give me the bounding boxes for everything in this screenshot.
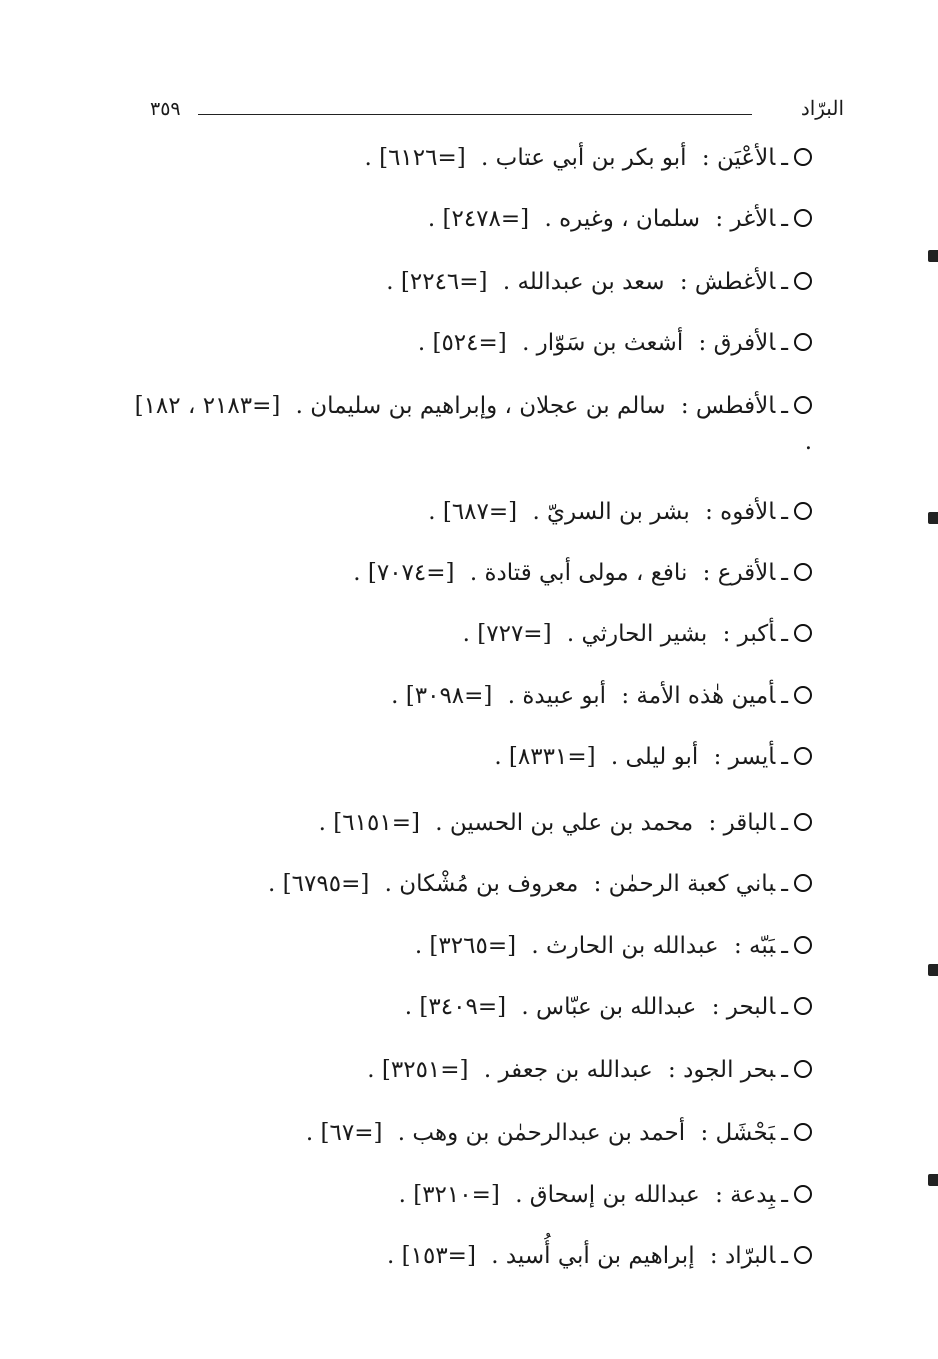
circle-bullet-icon [794, 563, 812, 581]
entry-name: أمين هٰذه الأمة : [621, 683, 776, 709]
entry-name: الأغطش : [679, 269, 776, 295]
entry: ـالبحر : عبدالله بن عبّاس . [=٣٤٠٩] . [405, 991, 812, 1023]
entry-ref: [=٧٢٧] . [462, 621, 552, 647]
entry-desc: محمد بن علي بن الحسين . [435, 810, 694, 836]
entry-name: الأفرق : [698, 330, 776, 356]
circle-bullet-icon [794, 209, 812, 227]
entry-ref: [=١٥٣] . [387, 1243, 476, 1269]
circle-bullet-icon [794, 624, 812, 642]
entry-desc: أشعث بن سَوّار . [522, 330, 684, 356]
entry-ref: [=٦١٥١] . [318, 810, 420, 836]
entry: ـالبرّاد : إبراهيم بن أبي أُسيد . [=١٥٣] . [387, 1240, 812, 1272]
header-rule [198, 114, 752, 115]
entry-desc: عبدالله بن عبّاس . [521, 994, 697, 1020]
entry-name: بَبّه : [733, 933, 776, 959]
entry-name: أيسر : [713, 744, 776, 770]
entry-ref: [=٢٤٧٨] . [427, 206, 530, 232]
entry: ـالأفوه : بشر بن السريّ . [=٦٨٧] . [428, 496, 812, 528]
entry-ref: [=٧٠٧٤] . [353, 560, 455, 586]
entry-desc: أبو بكر بن أبي عتاب . [481, 145, 687, 171]
entry-desc: سلمان ، وغيره . [544, 206, 701, 232]
circle-bullet-icon [794, 1123, 812, 1141]
entry-desc: معروف بن مُشْكان . [384, 871, 579, 897]
circle-bullet-icon [794, 686, 812, 704]
circle-bullet-icon [794, 936, 812, 954]
entry-name: بَحْشَل : [700, 1120, 776, 1146]
entry-name: باني كعبة الرحمٰن : [593, 871, 776, 897]
running-header [150, 98, 844, 122]
entry-ref: [=٣٢٥١] . [367, 1057, 469, 1083]
circle-bullet-icon [794, 1060, 812, 1078]
entry: ـالأعْيَن : أبو بكر بن أبي عتاب . [=٦١٢٦] . [364, 142, 812, 174]
entry-name: الأفطس : [680, 393, 776, 419]
entry-name: بِدعة : [715, 1182, 776, 1208]
entry-ref: [=٦٧] . [305, 1120, 383, 1146]
entry-ref: [=٢١٨٣ ، ١٨٢] . [134, 393, 812, 455]
entry-desc: إبراهيم بن أبي أُسيد . [491, 1243, 695, 1269]
entry-desc: أبو عبيدة . [507, 683, 607, 709]
circle-bullet-icon [794, 502, 812, 520]
entry-desc: بشر بن السريّ . [532, 499, 690, 525]
circle-bullet-icon [794, 747, 812, 765]
entry-ref: [=٨٣٣١] . [494, 744, 596, 770]
entry-desc: بشير الحارثي . [566, 621, 708, 647]
entry: ـأيسر : أبو ليلى . [=٨٣٣١] . [494, 741, 812, 773]
entry-name: البرّاد : [709, 1243, 776, 1269]
entry-ref: [=٥٢٤] . [417, 330, 507, 356]
running-title: البرّاد [800, 96, 844, 120]
circle-bullet-icon [794, 272, 812, 290]
entry: ـبِدعة : عبدالله بن إسحاق . [=٣٢١٠] . [399, 1179, 812, 1211]
entry-name: البحر : [711, 994, 776, 1020]
entry-desc: أبو ليلى . [610, 744, 699, 770]
entry: ـبَبّه : عبدالله بن الحارث . [=٣٢٦٥] . [415, 930, 812, 962]
entry: ـالأفطس : سالم بن عجلان ، وإبراهيم بن سليمان . [=٢١٨٣ ، ١٨٢] . [134, 393, 812, 455]
entry-name: الأغر : [715, 206, 776, 232]
entry: ـبحر الجود : عبدالله بن جعفر . [=٣٢٥١] . [367, 1054, 812, 1086]
page-number: ٣٥٩ [150, 98, 181, 120]
entry-desc: نافع ، مولى أبي قتادة . [469, 560, 688, 586]
circle-bullet-icon [794, 1185, 812, 1203]
circle-bullet-icon [794, 874, 812, 892]
entry-desc: عبدالله بن إسحاق . [515, 1182, 700, 1208]
circle-bullet-icon [794, 997, 812, 1015]
margin-tab-mark [928, 964, 938, 976]
circle-bullet-icon [794, 396, 812, 414]
entry-desc: عبدالله بن جعفر . [483, 1057, 653, 1083]
circle-bullet-icon [794, 813, 812, 831]
entry-name: بحر الجود : [668, 1057, 776, 1083]
entry-ref: [=٣٤٠٩] . [404, 994, 507, 1020]
entry-ref: [=٣٢١٠] . [398, 1182, 500, 1208]
entry-ref: [=٣٢٦٥] . [414, 933, 517, 959]
entry-desc: أحمد بن عبدالرحمٰن بن وهب . [397, 1120, 686, 1146]
entry: ـأمين هٰذه الأمة : أبو عبيدة . [=٣٠٩٨] . [391, 680, 812, 712]
entry-desc: سعد بن عبدالله . [502, 269, 665, 295]
circle-bullet-icon [794, 1246, 812, 1264]
entry: ـبَحْشَل : أحمد بن عبدالرحمٰن بن وهب . [=٦٧] . [306, 1117, 812, 1149]
margin-tab-mark [928, 512, 938, 524]
entry-name: أكبر : [722, 621, 776, 647]
circle-bullet-icon [794, 333, 812, 351]
entry-ref: [=٦٨٧] . [428, 499, 518, 525]
margin-tab-mark [928, 1174, 938, 1186]
entry-name: الأفوه : [705, 499, 776, 525]
entry-desc: عبدالله بن الحارث . [531, 933, 719, 959]
entry-ref: [=٦٧٩٥] . [268, 871, 370, 897]
entry-name: الأقرع : [702, 560, 776, 586]
entry-name: الباقر : [708, 810, 776, 836]
entry: ـالباقر : محمد بن علي بن الحسين . [=٦١٥١] . [319, 807, 812, 839]
entry-ref: [=٦١٢٦] . [364, 145, 466, 171]
entry-desc: سالم بن عجلان ، وإبراهيم بن سليمان . [295, 393, 666, 419]
entry-name: الأعْيَن : [701, 145, 776, 171]
entry: ـالأقرع : نافع ، مولى أبي قتادة . [=٧٠٧٤] . [353, 557, 812, 589]
entry: ـالأغطش : سعد بن عبدالله . [=٢٢٤٦] . [386, 266, 812, 298]
entry: ـالأغر : سلمان ، وغيره . [=٢٤٧٨] . [428, 203, 812, 235]
entry: ـباني كعبة الرحمٰن : معروف بن مُشْكان . [=٦٧٩٥] . [268, 868, 812, 900]
circle-bullet-icon [794, 148, 812, 166]
entry: ـأكبر : بشير الحارثي . [=٧٢٧] . [463, 618, 812, 650]
margin-tab-mark [928, 250, 938, 262]
entry-ref: [=٣٠٩٨] . [391, 683, 493, 709]
entry-ref: [=٢٢٤٦] . [386, 269, 488, 295]
entry: ـالأفرق : أشعث بن سَوّار . [=٥٢٤] . [418, 327, 812, 359]
